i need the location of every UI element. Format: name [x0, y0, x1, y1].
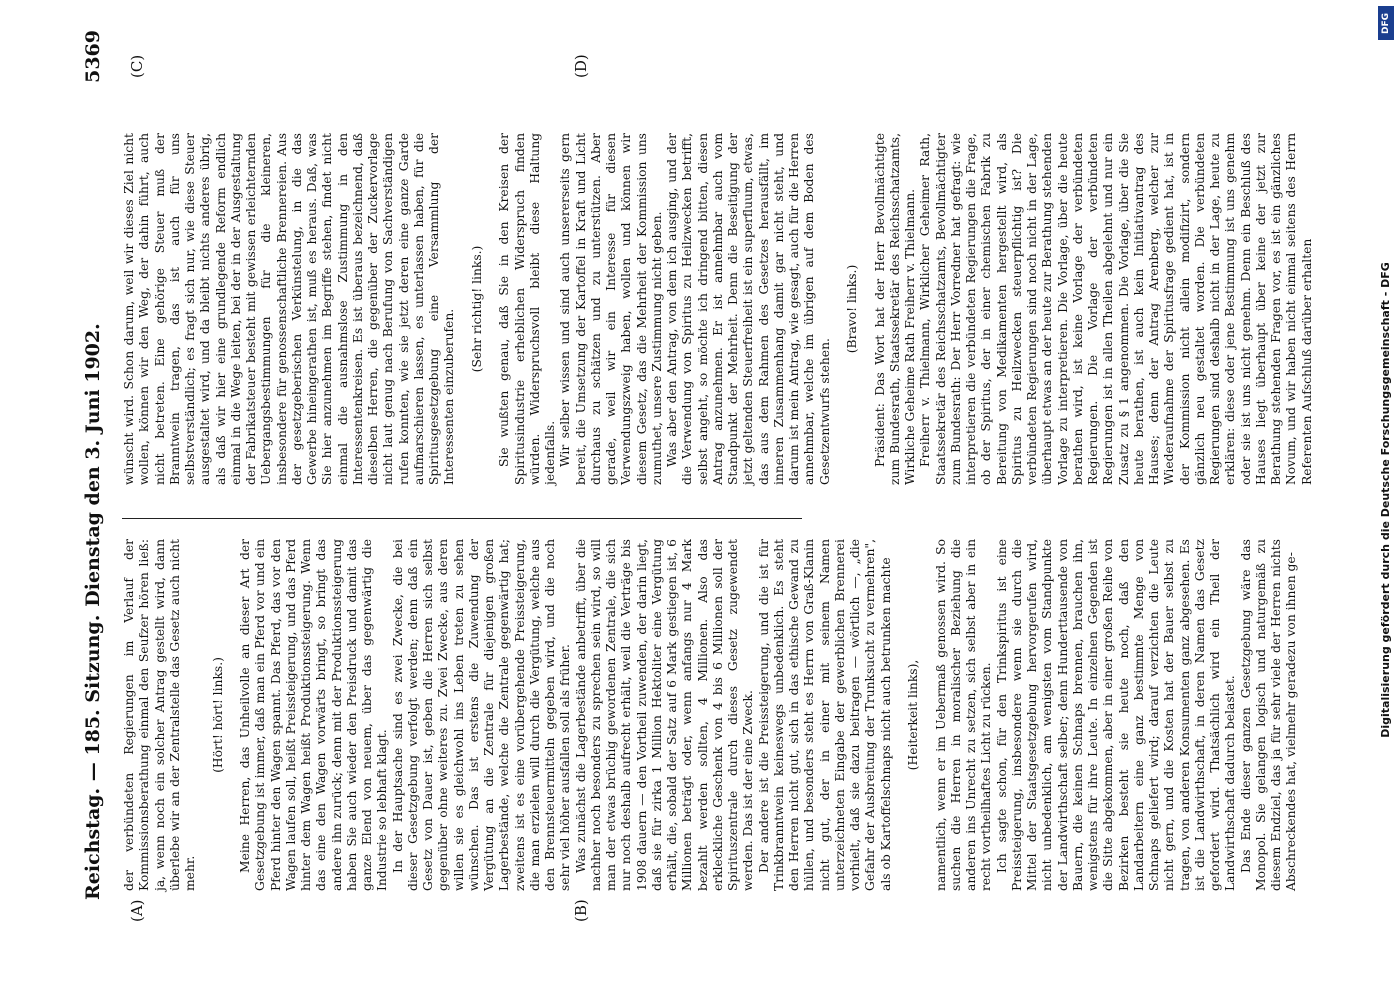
paragraph: Was zunächst die Lagerbestände anbetrifft, über die nachher noch besonders zu sprechen sein wird, so will man der etwas brüchig gewordenen Zentrale, die sich nur noch deshalb aufrecht erhält, weil die Verträge bis 1908 dauern — den Vortheil zuwenden, der darin liegt, daß sie für zirka 1 Million Hektoliter eine Vergütung erhält, die, sobald der Satz auf 6 Mark gestiegen ist, 6 Millionen beträgt oder, wenn anfangs nur 4 Mark bezahlt werden sollten, 4 Millionen. Also das erkleckliche Geschenk von 4 bis 6 Millionen soll der Spirituszentrale durch dieses Gesetz zugewendet werden. Das ist der eine Zweck. [573, 539, 756, 891]
paragraph: Ich sagte schon, für den Trinkspiritus ist eine Preissteigerung, insbesondere wenn sie durch die Mittel der Staatsgesetzgebung hervorgerufen wird, nicht unbedenklich, am wenigsten vom Standpunkte der Landwirthschaft selber; denn Hunderttausende von Bauern, die keinen Schnaps brennen, brauchen ihn, wenigstens für ihre Leute. In einzelnen Gegenden ist die Sitte abgekommen, aber in einer großen Reihe von Bezirken besteht sie heute noch, daß den Landarbeitern eine ganz bestimmte Menge von Schnaps geliefert wird; darauf verzichten die Leute nicht gern, und die Kosten hat der Bauer selbst zu tragen, von anderen Konsumenten ganz abgesehen. Es ist die Landwirthschaft, in deren Namen das Gesetz gefordert wird. Thatsächlich wird ein Theil der Landwirthschaft dadurch belastet. [994, 539, 1238, 891]
right-column [122, 133, 1315, 485]
interjection: (Bravo! links.) [845, 264, 860, 354]
header-date: Dienstag den 3. Juni 1902. [82, 323, 104, 607]
paragraph: Sie wußten genau, daß Sie in den Kreisen der Spiritusindustrie erheblichen Widerspruch finden würden. Widerspruchsvoll bleibt diese Haltung jedenfalls. [497, 133, 558, 485]
paragraph: wünscht wird. Schon darum, weil wir dieses Ziel nicht wollen, können wir den Weg, der dahin führt, auch nicht betreten. Eine gehörige Steuer muß der Branntwein tragen, das ist auch für uns selbstverständlich; es fragt sich nur, wie diese Steuer ausgestaltet wird, und da bleibt nichts anderes übrig, als daß wir hier eine grundlegende Reform endlich einmal in die Wege leiten, bei der in der Ausgestaltung der Fabrikatsteuer besteht mit gewissen erleichternden Uebergangsbestimmungen für die kleineren, insbesondere für genossenschaftliche Brennereien. Aus der gesetzgeberischen Verkünstelung, in die das Gewerbe hineingerathen ist, muß es heraus. Daß, was Sie hier anzunehmen im Begriffe stehen, findet nicht einmal die ausnahmslose Zustimmung in den Interessentenkreisen. Es ist überaus bezeichnend, daß dieselben Herren, die gegenüber der Zuckervorlage nicht laut genug nach Berufung von Sachverständigen rufen konnten, wie sie jetzt deren eine ganze Garde aufmarschieren lassen, es unterlassen haben, für die Spiritusgesetzgebung eine Versammlung der Interessenten einzuberufen. [122, 133, 457, 485]
paragraph: der verbündeten Regierungen im Verlauf der Kommissionsberathung einmal den Seufzer hören ließ: ja, wenn noch ein solcher Antrag gestellt wird, dann überlebe wir an der Zentralstelle das Gesetz auch nicht mehr. [122, 539, 197, 891]
speaker-paragraph: Präsident: Das Wort hat der Herr Bevollmächtigte zum Bundesrath, Staatssekretär des Reichsschatzamts, Wirkliche Geheime Rath Freiherr v. Thielmann. [872, 133, 918, 485]
page-header [82, 30, 112, 900]
margin-marker-d: (D) [572, 54, 590, 78]
footer-credit: Digitalisierung gefördert durch die Deutsche Forschungsgemeinschaft - DFG [1379, 262, 1392, 738]
page-number: 5369 [82, 30, 104, 83]
paragraph: Was aber den Antrag, von dem ich ausging, und der die Verwendung von Spiritus zu Heilzwecken betrifft, selbst angeht, so möchte ich dringend bitten, diesen Antrag anzunehmen. Er ist annehmbar auch vom Standpunkt der Mehrheit. Denn die Beseitigung der jetzt geltenden Steuerfreiheit ist ein superfluum, etwas, das aus dem Rahmen des Gesetzes herausfällt, im inneren Zusammenhang damit gar nicht steht, und darum ist mein Antrag, wie gesagt, auch für die Herren annehmbar, welche im übrigen auf dem Boden des Gesetzentwurfs stehen. [665, 133, 832, 485]
paragraph: Das Ende dieser ganzen Gesetzgebung wäre das Monopol. Sie gelangen logisch und naturgemäß zu diesem Endziel, das ja für sehr viele der Herren nichts Abschreckendes hat, vielmehr geradezu von ihnen ge- [1238, 539, 1299, 891]
dfg-logo: DFG [1378, 6, 1394, 40]
interjection: (Heiterkeit links), [906, 659, 921, 771]
speaker-paragraph: Freiherr v. Thielmann, Wirklicher Geheimer Rath, Staatssekretär des Reichsschatzamts, Bevollmächtigter zum Bundesrath: Der Herr Vorredner hat gefragt: wie interpretieren die verbündeten Regierungen die Frage, ob der Spiritus, der in einer chemischen Fabrik zu Bereitung von Medikamenten hergestellt wird, als Spiritus zu Heilzwecken steuerpflichtig ist? Die verbündeten Regierungen sind noch nicht in der Lage, überhaupt etwas an der heute zur Berathung stehenden Vorlage zu interpretieren. Die Vorlage, über die heute berathen wird, ist keine Vorlage der verbündeten Regierungen. Die Vorlage der verbündeten Regierungen ist in allen Theilen abgelehnt und nur ein Zusatz zu § 1 angenommen. Die Vorlage, über die Sie heute berathen, ist auch kein Initiativantrag des Hauses; denn der Antrag Arenberg, welcher zur Wiederaufnahme der Spiritusfrage gedient hat, ist in der Kommission nicht allein modifizirt, sondern gänzlich neu gestaltet worden. Die verbündeten Regierungen sind deshalb nicht in der Lage, heute zu erklären: diese oder jene Bestimmung ist uns genehm oder sie ist uns nicht genehm. Denn ein Beschluß des Hauses liegt überhaupt über keine der jetzt zur Berathung stehenden Fragen vor, es ist ein gänzliches Novum, und wir haben nicht einmal seitens des Herrn Referenten Aufschluß darüber erhalten [918, 133, 1314, 485]
digitization-footer [1376, 0, 1396, 1000]
paragraph: In der Hauptsache sind es zwei Zwecke, die bei dieser Gesetzgebung verfolgt werden; denn daß ein Gesetz von Dauer ist, geben die Herren sich selbst gegenüber ohne weiteres zu. Zwei Zwecke, aus deren willen sie es gleichwohl ins Leben treten zu sehen wünschen. Das ist erstens die Zuwendung der Vergütung an die Zentrale für diejenigen großen Lagerbestände, welche die Zentrale gegenwärtig hat; zweitens ist es eine vorübergehende Preissteigerung, die man erzielen will durch die Vergütung, welche aus den Brennsteuermitteln gegeben wird, und die noch sehr viel höher ausfallen soll als früher. [390, 539, 573, 891]
header-session: Reichstag. — 185. Sitzung. [82, 614, 104, 900]
paragraph: Wir selber wissen und sind auch unsererseits gern bereit, die Umsetzung der Kartoffel in Kraft und Licht durchaus zu schätzen und zu unterstützen. Aber gerade, weil wir ein Interesse für diesen Verwendungszweig haben, wollen und können wir diesem Gesetz, das die Mehrheit der Kommission uns zumuthet, unsere Zustimmung nicht geben. [558, 133, 664, 485]
paragraph: Meine Herren, das Unheilvolle an dieser Art der Gesetzgebung ist immer, daß man ein Pferd vor und ein Pferd hinter den Wagen spannt. Das Pferd, das vor den Wagen laufen soll, heißt Preissteigerung, und das Pferd hinter dem Wagen heißt Produktionssteigerung. Wenn das eine den Wagen vorwärts bringt, so bringt das andere ihn zurück; denn mit der Produktionssteigerung haben Sie auch wieder den Preisdruck und damit das ganze Elend von neuem, über das gegenwärtig die Industrie so lebhaft klagt. [238, 539, 390, 891]
interjection: (Sehr richtig! links.) [469, 245, 484, 373]
interjection: (Hört! hört! links.) [210, 657, 225, 773]
left-column [122, 539, 1300, 891]
margin-marker-b: (B) [572, 899, 590, 922]
column-divider [122, 518, 802, 519]
paragraph: namentlich, wenn er im Uebermaß genossen wird. So suchen die Herren in moralischer Beziehung die anderen ins Unrecht zu setzen, sich selbst aber in ein recht vortheilhaftes Licht zu rücken. [933, 539, 994, 891]
paragraph: Der andere ist die Preissteigerung, und die ist für Trinkbranntwein keineswegs unbedenklich. Es steht den Herren nicht gut, sich in das ethische Gewand zu hüllen, und besonders steht es Herrn von Graß-Klanin nicht gut, der in einer mit seinem Namen unterzeichneten Eingabe der gewerblichen Brennerei vorhielt, daß sie dazu beitragen — wörtlich —, „die Gefahr der Ausbreitung der Trunksucht zu vermehren", als ob Kartoffelschnaps nicht auch betrunken machte [756, 539, 893, 891]
margin-marker-a: (A) [128, 899, 146, 922]
margin-marker-c: (C) [128, 54, 146, 78]
